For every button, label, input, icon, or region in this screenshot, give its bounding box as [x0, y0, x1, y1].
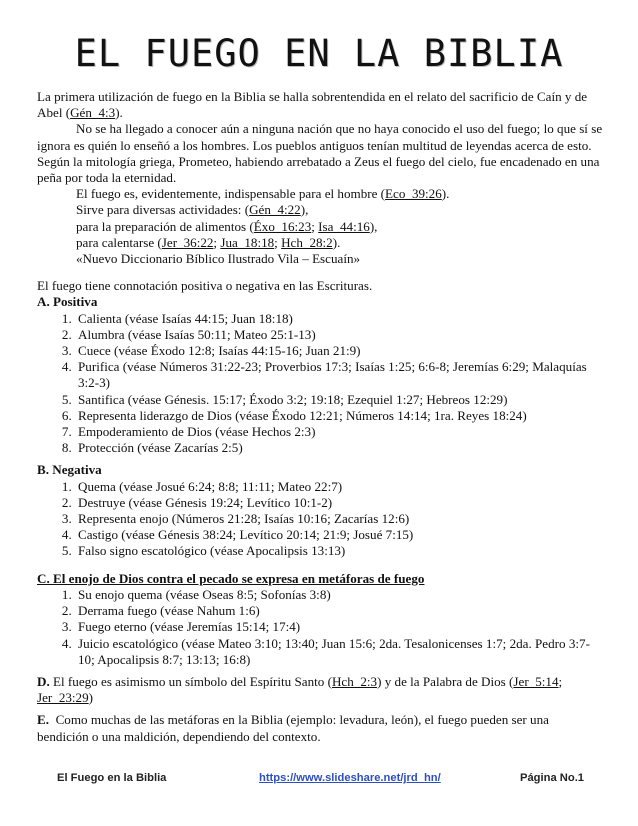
intro-paragraph-4: Sirve para diversas actividades: (Gén_4:22),	[76, 202, 309, 218]
bible-ref-link[interactable]: Jer_36:22	[161, 234, 214, 250]
list-item: 1. Quema (véase Josué 6:24; 8:8; 11:11; Mateo 22:7)	[75, 479, 603, 495]
section-a-list	[37, 311, 603, 457]
footer-page-number: Página No.1	[520, 772, 585, 784]
bible-ref-link[interactable]: Jua_18:18	[220, 234, 275, 250]
list-item: 2. Destruye (véase Génesis 19:24; Levítico 10:1-2)	[75, 495, 603, 511]
list-item: 3. Representa enojo (Números 21:28; Isaías 10:16; Zacarías 12:6)	[75, 511, 603, 527]
list-item: 1. Su enojo quema (véase Oseas 8:5; Sofonías 3:8)	[75, 587, 603, 603]
intro-paragraph-1: La primera utilización de fuego en la Biblia se halla sobrentendida en el relato del sacrificio de Caín y de Abel (Gén_4:3).	[37, 89, 588, 121]
footer-title: El Fuego en la Biblia	[57, 772, 167, 784]
list-item: 6. Representa liderazgo de Dios (véase Éxodo 12:21; Números 14:14; 1ra. Reyes 18:24)	[75, 408, 603, 424]
intro-paragraph-6: para calentarse (Jer_36:22; Jua_18:18; Hch_28:2).	[76, 234, 341, 250]
bible-ref-link[interactable]: Hch_2:3	[331, 673, 378, 689]
spacer	[37, 560, 603, 571]
intro-paragraph-5: para la preparación de alimentos (Éxo_16:23; Isa_44:16),	[76, 218, 378, 234]
section-b-list	[37, 479, 603, 560]
list-item: 4. Castigo (véase Génesis 38:24; Levítico 20:14; 21:9; Josué 7:15)	[75, 527, 603, 543]
citation: «Nuevo Diccionario Bíblico Ilustrado Vila – Escuaín»	[76, 251, 361, 267]
list-item: 4. Juicio escatológico (véase Mateo 3:10; 13:40; Juan 15:6; 2da. Tesalonicenses 1:7; 2da. Pedro 3:7-10; Apocalipsis 8:7; 13:13; 16:8)	[75, 636, 603, 668]
bible-ref-link[interactable]: Jer_5:14	[513, 673, 559, 689]
list-item: 4. Purifica (véase Números 31:22-23; Proverbios 17:3; Isaías 1:25; 6:6-8; Jeremías 6:29; Malaquías 3:2-3)	[75, 359, 603, 391]
section-c-list	[37, 587, 603, 668]
list-item: 5. Santifica (véase Génesis. 15:17; Éxodo 3:2; 19:18; Ezequiel 1:27; Hebreos 12:29)	[75, 392, 603, 408]
list-item: 3. Cuece (véase Éxodo 12:8; Isaías 44:15-16; Juan 21:9)	[75, 343, 603, 359]
list-item: 8. Protección (véase Zacarías 2:5)	[75, 440, 603, 456]
bible-ref-link[interactable]: Éxo_16:23	[253, 218, 312, 234]
footer-link[interactable]: https://www.slideshare.net/jrd_hn/	[259, 772, 441, 784]
list-item: 3. Fuego eterno (véase Jeremías 15:14; 17:4)	[75, 619, 603, 635]
section-e-label: E.	[37, 712, 50, 728]
page-footer	[0, 770, 638, 788]
connotation-text: El fuego tiene connotación positiva o negativa en las Escrituras.	[37, 278, 373, 294]
section-d-label: D.	[37, 673, 50, 689]
list-item: 2. Alumbra (véase Isaías 50:11; Mateo 25:1-13)	[75, 327, 603, 343]
bible-ref-link[interactable]: Eco_39:26	[385, 186, 442, 202]
list-item: 7. Empoderamiento de Dios (véase Hechos 2:3)	[75, 424, 603, 440]
bible-ref-link[interactable]: Jer_23:29	[37, 690, 89, 706]
list-item: 2. Derrama fuego (véase Nahum 1:6)	[75, 603, 603, 619]
page-title: EL FUEGO EN LA BIBLIA	[74, 32, 564, 75]
section-d-paragraph: D. El fuego es asimismo un símbolo del Espíritu Santo (Hch_2:3) y de la Palabra de Dios (Jer_5:14; Jer_23:29)	[37, 673, 563, 706]
bible-ref-link[interactable]: Gén_4:22	[249, 202, 301, 218]
bible-ref-link[interactable]: Gén_4:3	[70, 105, 116, 121]
bible-ref-link[interactable]: Hch_28:2	[281, 234, 333, 250]
section-c-heading: C. El enojo de Dios contra el pecado se expresa en metáforas de fuego	[37, 570, 425, 586]
list-item: 5. Falso signo escatológico (véase Apocalipsis 13:13)	[75, 543, 603, 559]
section-e-paragraph: E. Como muchas de las metáforas en la Biblia (ejemplo: levadura, león), el fuego pueden ser una bendición o una maldición, dependiendo del contexto.	[37, 712, 553, 744]
list-item: 1. Calienta (véase Isaías 44:15; Juan 18:18)	[75, 311, 603, 327]
spacer	[37, 267, 603, 278]
section-a-heading: A. Positiva	[37, 294, 98, 310]
section-b-heading: B. Negativa	[37, 462, 102, 478]
bible-ref-link[interactable]: Isa_44:16	[318, 218, 370, 234]
intro-paragraph-3: El fuego es, evidentemente, indispensable para el hombre (Eco_39:26).	[76, 186, 450, 202]
intro-paragraph-2: No se ha llegado a conocer aún a ninguna nación que no haya conocido el uso del fuego; lo que sí se ignora es quién lo enseñó a los hombres. Los pueblos antiguos tenían multitud de leyendas acerca de esto. Según la mitología griega, Prometeo, habiendo arrebatado a Zeus el fuego del cielo, fue encadenado en una peña por toda la eternidad.	[37, 121, 603, 186]
document-body	[37, 89, 603, 745]
